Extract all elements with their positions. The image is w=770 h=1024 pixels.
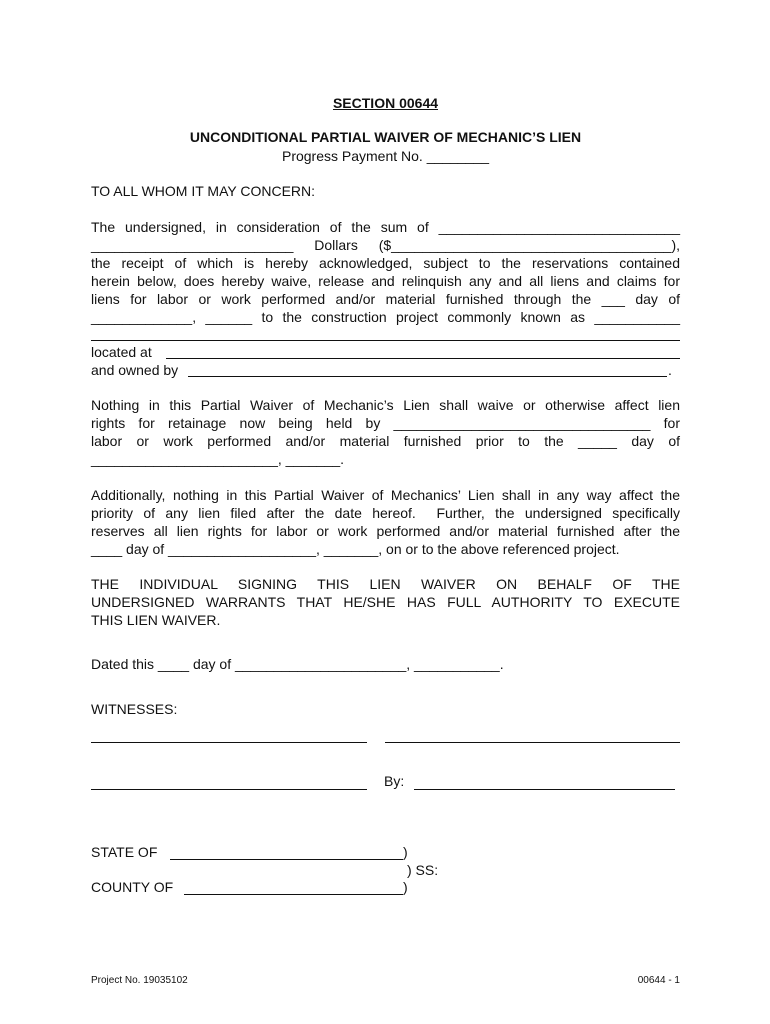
state-paren: ) xyxy=(403,844,408,860)
state-of-label: STATE OF xyxy=(91,844,158,860)
para1-line-4: herein below, does hereby waive, release and relinquish any and all liens and claims for xyxy=(91,273,680,289)
located-at-label: located at xyxy=(91,344,152,360)
witnesses-label: WITNESSES: xyxy=(91,701,178,717)
owned-by-label: and owned by xyxy=(91,362,179,378)
county-of-label: COUNTY OF xyxy=(91,879,174,895)
footer-page-number: 00644 - 1 xyxy=(637,975,680,986)
footer-project-number: Project No. 19035102 xyxy=(91,975,188,986)
para3-line-1: Additionally, nothing in this Partial Waiver of Mechanics’ Lien shall in any way affect the xyxy=(91,487,680,503)
by-label: By: xyxy=(384,773,405,789)
owned-by-period: . xyxy=(668,362,672,378)
para1-line-5: liens for labor or work performed and/or material furnished through the ___ day of xyxy=(91,291,680,307)
para1-line-3: the receipt of which is hereby acknowledged, subject to the reservations contained xyxy=(91,255,680,271)
para2-line-3: labor or work performed and/or material furnished prior to the _____ day of xyxy=(91,433,680,449)
para4-line-3: THIS LIEN WAIVER. xyxy=(91,612,221,628)
salutation: TO ALL WHOM IT MAY CONCERN: xyxy=(91,183,316,199)
county-rule xyxy=(184,894,403,895)
section-title: SECTION 00644 xyxy=(332,95,439,111)
witness-signature-rule-2 xyxy=(91,789,367,790)
para3-line-3: reserves all lien rights for labor or work performed and/or material furnished after the xyxy=(91,523,680,539)
para1-line-6: _____________, ______ to the construction project commonly known as ___________ xyxy=(91,309,680,325)
project-name-rule xyxy=(91,340,680,341)
county-paren: ) xyxy=(403,879,408,895)
para2-line-2: rights for retainage now being held by _________________________________ for xyxy=(91,415,680,431)
para4-line-2: UNDERSIGNED WARRANTS THAT HE/SHE HAS FULL AUTHORITY TO EXECUTE xyxy=(91,594,680,610)
para4-line-1: THE INDIVIDUAL SIGNING THIS LIEN WAIVER ON BEHALF OF THE xyxy=(91,576,680,592)
ss-label: ) SS: xyxy=(407,862,439,878)
para1-line-2: __________________________ Dollars ($____________________________________), xyxy=(91,237,680,253)
company-name-rule xyxy=(385,742,680,743)
witness-signature-rule-1 xyxy=(91,742,367,743)
owned-by-rule xyxy=(188,376,667,377)
located-at-rule xyxy=(166,358,680,359)
state-rule xyxy=(170,859,403,860)
by-signature-rule xyxy=(414,789,675,790)
para1-line-1: The undersigned, in consideration of the sum of _______________________________ xyxy=(91,219,680,235)
para2-line-4: ________________________, _______. xyxy=(91,451,345,467)
dated-line: Dated this ____ day of ______________________, ___________. xyxy=(91,656,504,672)
progress-payment-line: Progress Payment No. ________ xyxy=(281,148,489,164)
document-title: UNCONDITIONAL PARTIAL WAIVER OF MECHANIC’S LIEN xyxy=(189,129,582,145)
para2-line-1: Nothing in this Partial Waiver of Mechanic’s Lien shall waive or otherwise affect lien xyxy=(91,397,680,413)
para3-line-2: priority of any lien filed after the date hereof. Further, the undersigned specifically xyxy=(91,505,680,521)
para3-line-4: ____ day of ___________________, _______, on or to the above referenced project. xyxy=(91,541,620,557)
